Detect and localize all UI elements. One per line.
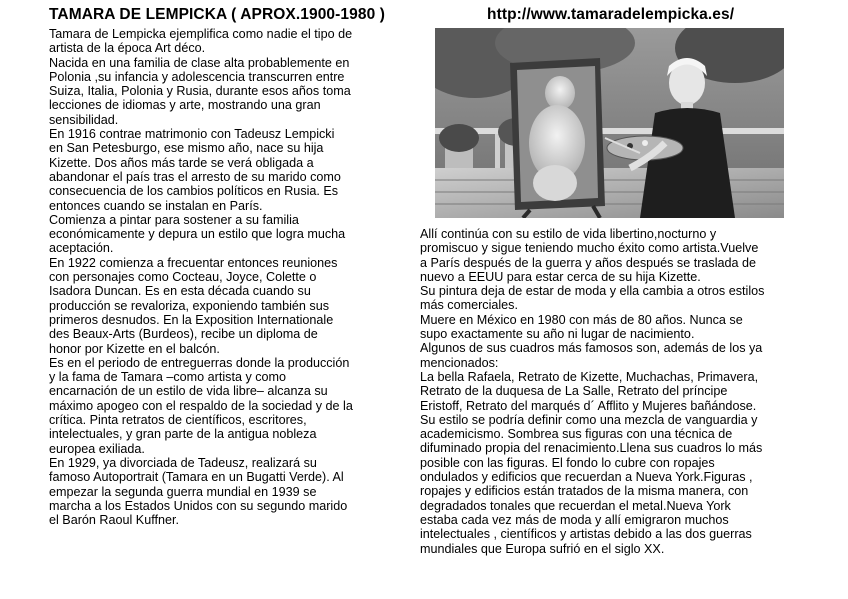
text-line: y la fama de Tamara –como artista y como — [49, 370, 287, 385]
text-line: primeros desnudos. En la Exposition Internationale — [49, 312, 334, 327]
text-line: academicismo. Sombrea sus figuras con una técnica de — [420, 427, 733, 442]
text-line: Su pintura deja de estar de moda y ella cambia a otros estilos — [420, 284, 765, 299]
text-line: a París después de la guerra y años después se traslada de — [420, 255, 757, 270]
text-line: Muere en México en 1980 con más de 80 años. Nunca se — [420, 312, 743, 327]
text-line: Eristoff, Retrato del marqués d´ Afflito y Mujeres bañándose. — [420, 398, 757, 413]
text-line: el Barón Raoul Kuffner. — [49, 513, 179, 528]
text-line: mundiales que Europa sufrió en el siglo XX. — [420, 541, 665, 556]
text-line: des Beaux-Arts (Burdeos), recibe un diploma de — [49, 327, 318, 342]
text-line: Polonia ,su infancia y adolescencia transcurren entre — [49, 69, 345, 84]
text-line: famoso Autoportrait (Tamara en un Bugatti Verde). Al — [49, 470, 344, 485]
text-line: con personajes como Cocteau, Joyce, Colette o — [49, 270, 317, 285]
text-line: económicamente y depura un estilo que logra mucha — [49, 227, 346, 242]
text-line: Algunos de sus cuadros más famosos son, además de los ya — [420, 341, 763, 356]
text-line: supo exactamente su año ni lugar de nacimiento. — [420, 327, 695, 342]
text-line: Comienza a pintar para sostener a su familia — [49, 212, 299, 227]
text-line: encarnación de un estilo de vida libre– alcanza su — [49, 384, 328, 399]
text-line: más comerciales. — [420, 298, 518, 313]
text-line: nuevo a EEUU para estar cerca de su hija Kizette. — [420, 269, 701, 284]
text-line: En 1922 comienza a frecuentar entonces reuniones — [49, 255, 338, 270]
text-line: entonces cuando se instalan en París. — [49, 198, 263, 213]
text-line: Isadora Duncan. Es en esta década cuando su — [49, 284, 311, 299]
text-line: ropajes y edificios están tratados de la misma manera, con — [420, 484, 749, 499]
text-line: promiscuo y sigue teniendo mucho éxito como artista.Vuelve — [420, 241, 759, 256]
text-line: europea exiliada. — [49, 441, 145, 456]
text-line: marcha a los Estados Unidos con su segundo marido — [49, 498, 348, 513]
text-line: producción se revaloriza, exponiendo también sus — [49, 298, 330, 313]
text-line: intelectuales, y gran parte de la antigua nobleza — [49, 427, 317, 442]
text-line: En 1916 contrae matrimonio con Tadeusz Lempicki — [49, 127, 335, 142]
text-line: intelectuales , científicos y artistas debido a las dos guerras — [420, 527, 752, 542]
source-url[interactable]: http://www.tamaradelempicka.es/ — [487, 6, 735, 23]
text-line: honor por Kizette en el balcón. — [49, 341, 220, 356]
right-text-column — [420, 227, 820, 556]
text-line: Retrato de la duquesa de La Salle, Retrato del príncipe — [420, 384, 728, 399]
photo-illustration — [435, 28, 784, 218]
text-line: empezar la segunda guerra mundial en 1939 se — [49, 484, 317, 499]
document-title: TAMARA DE LEMPICKA ( APROX.1900-1980 ) — [49, 6, 385, 23]
text-line: Tamara de Lempicka ejemplifica como nadie el tipo de — [49, 27, 353, 41]
text-line: difuminado propia del renacimiento.Llena sus cuadros lo más — [420, 441, 763, 456]
text-line: crítica. Pinta retratos de científicos, escritores, — [49, 413, 307, 428]
text-line: artista de la época Art déco. — [49, 41, 206, 56]
text-line: máximo apogeo con el respaldo de la sociedad y de la — [49, 398, 353, 413]
text-line: La bella Rafaela, Retrato de Kizette, Muchachas, Primavera, — [420, 369, 759, 384]
photograph-artist-with-painting — [435, 28, 784, 218]
text-line: aceptación. — [49, 241, 114, 256]
text-line: Nacida en una familia de clase alta probablemente en — [49, 55, 350, 70]
text-line: ondulados y edificios que recuerdan a Nueva York.Figuras , — [420, 470, 753, 485]
text-line: consecuencia de los cambios políticos en Rusia. Es — [49, 184, 339, 199]
text-line: lecciones de idiomas y arte, mostrando una gran — [49, 98, 321, 113]
text-line: posible con las figuras. El fondo lo cubre con ropajes — [420, 455, 715, 470]
text-line: abandonar el país tras el arresto de su marido como — [49, 169, 341, 184]
text-line: Allí continúa con su estilo de vida libertino,nocturno y — [420, 227, 717, 241]
text-line: en San Petesburgo, ese mismo año, nace su hija — [49, 141, 324, 156]
text-line: degradados tonales que recuerdan el metal.Nueva York — [420, 498, 731, 513]
left-text-column — [49, 27, 409, 527]
text-line: En 1929, ya divorciada de Tadeusz, realizará su — [49, 455, 317, 470]
text-line: mencionados: — [420, 355, 499, 370]
text-line: Su estilo se podría definir como una mezcla de vanguardia y — [420, 412, 758, 427]
text-line: sensibilidad. — [49, 112, 119, 127]
text-line: Kizette. Dos años más tarde se verá obligada a — [49, 155, 314, 170]
text-line: Suiza, Italia, Polonia y Rusia, durante esos años toma — [49, 84, 351, 99]
text-line: Es en el periodo de entreguerras donde la producción — [49, 355, 350, 370]
text-line: estaba cada vez más de moda y allí emigraron muchos — [420, 512, 729, 527]
